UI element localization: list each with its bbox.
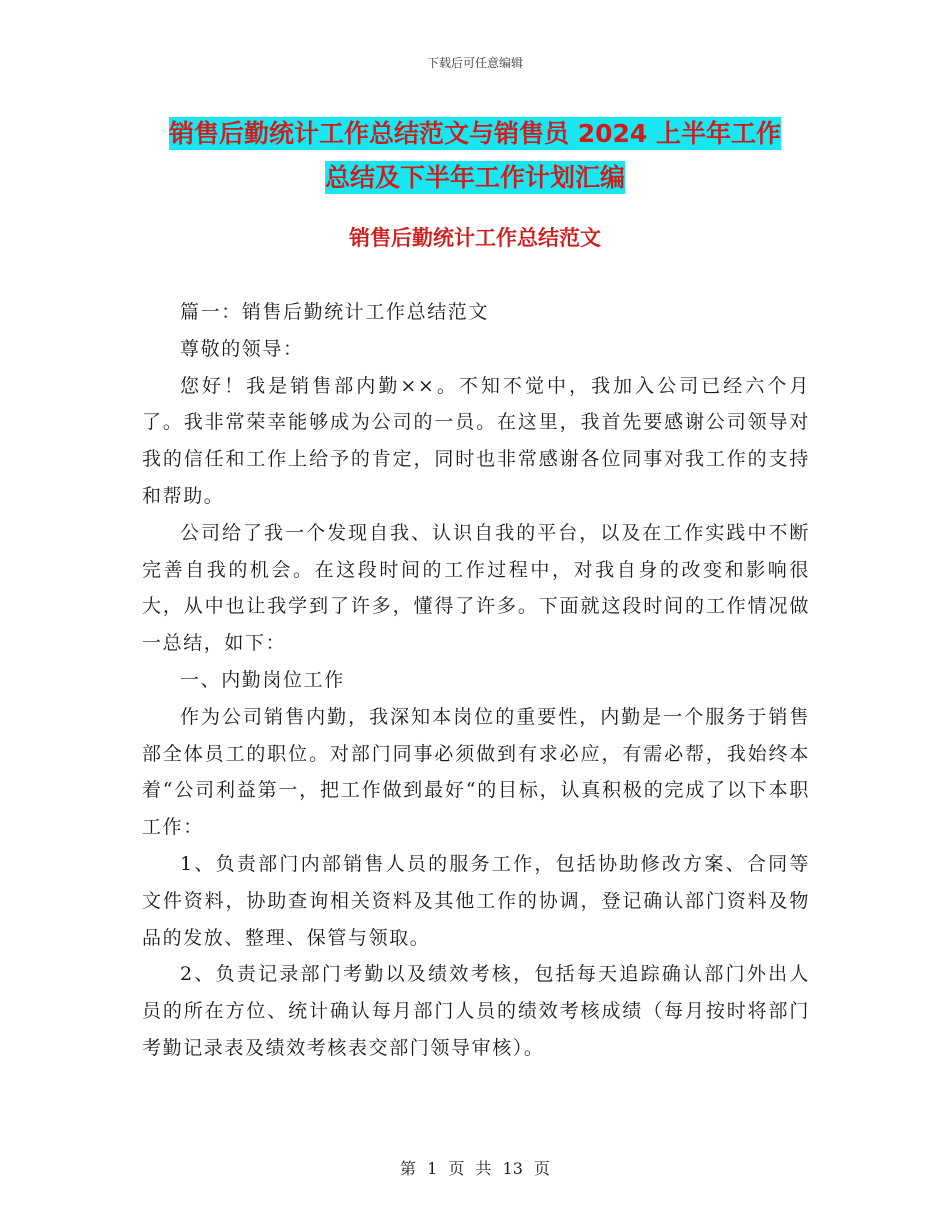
page-header-note: 下载后可任意编辑 [426,56,523,70]
paragraph: 篇一：销售后勤统计工作总结范文 [180,301,490,323]
document-title-line-1: 销售后勤统计工作总结范文与销售员 2024 上半年工作 [169,119,781,148]
paragraph: 一、内勤岗位工作 [180,668,345,691]
paragraph: 1、负责部门内部销售人员的服务工作，包括协助修改方案、合同等文件资料，协助查询相关资料及其他工作的协调，登记确认部门资料及物品的发放、整理、保管与领取。 [142,852,810,949]
paragraph: 公司给了我一个发现自我、认识自我的平台，以及在工作实践中不断完善自我的机会。在这段时间的工作过程中，对我自身的改变和影响很大，从中也让我学到了许多，懂得了许多。下面就这段时间的工作情况做一总结，如下： [142,521,810,655]
section-title: 销售后勤统计工作总结范文 [349,226,601,250]
document-title [140,112,810,200]
document-body [142,294,810,1067]
paragraph: 尊敬的领导： [180,337,304,360]
paragraph: 您好！我是销售部内勤××。不知不觉中，我加入公司已经六个月了。我非常荣幸能够成为公司的一员。在这里，我首先要感谢公司领导对我的信任和工作上给予的肯定，同时也非常感谢各位同事对我工作的支持和帮助。 [142,374,810,507]
page-number-footer: 第 1 页 共 13 页 [400,1159,550,1178]
paragraph: 2、负责记录部门考勤以及绩效考核，包括每天追踪确认部门外出人员的所在方位、统计确认每月部门人员的绩效考核成绩（每月按时将部门考勤记录表及绩效考核表交部门领导审核）。 [142,963,810,1059]
document-title-line-2: 总结及下半年工作计划汇编 [324,163,625,192]
paragraph: 作为公司销售内勤，我深知本岗位的重要性，内勤是一个服务于销售部全体员工的职位。对部门同事必须做到有求必应，有需必帮，我始终本着“公司利益第一，把工作做到最好“的目标，认真积极的完成了以下本职工作： [142,705,810,839]
